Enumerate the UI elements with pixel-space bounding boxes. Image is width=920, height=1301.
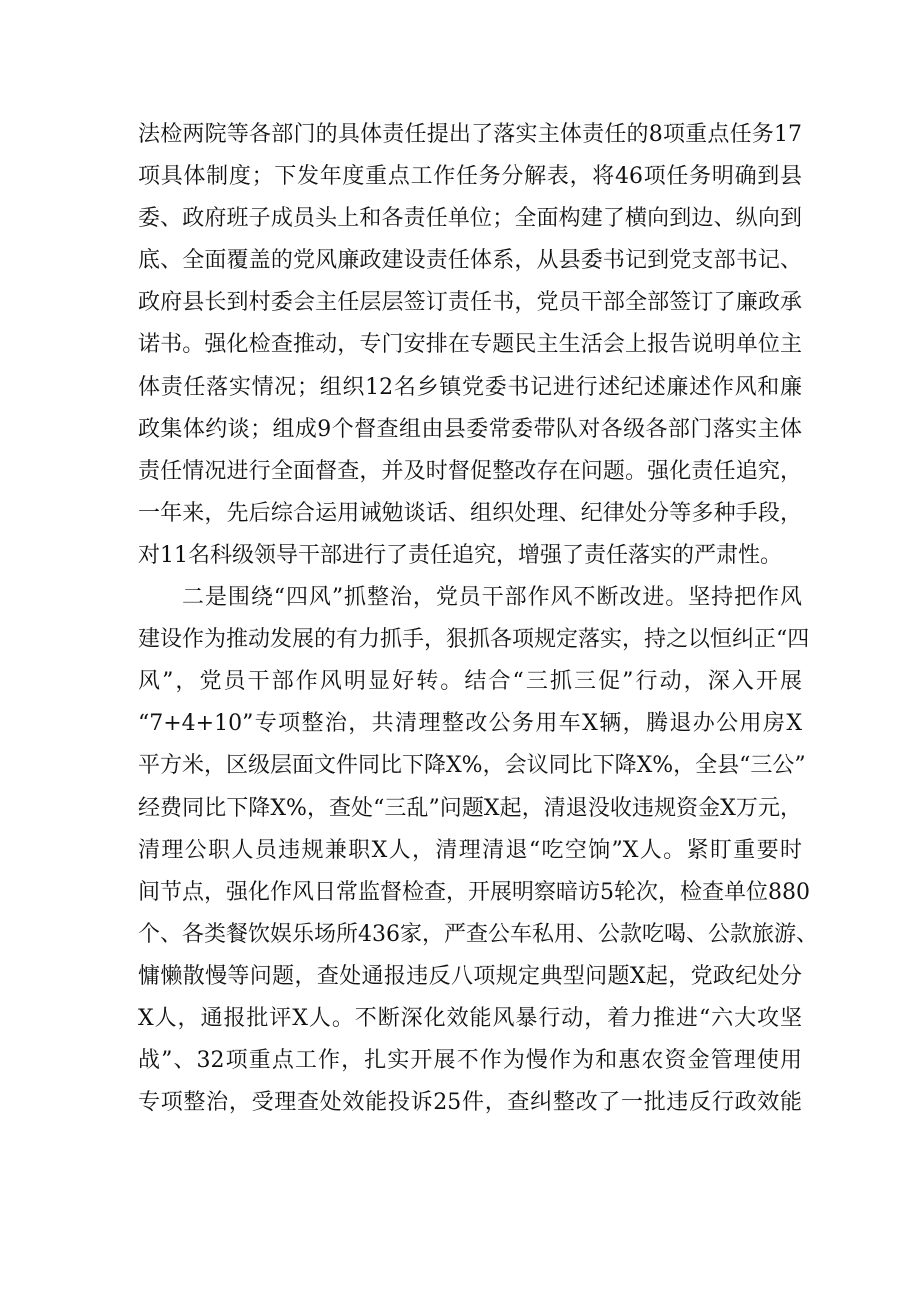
text-line: 个、各类餐饮娱乐场所436家，严查公车私用、公款吃喝、公款旅游、 xyxy=(138,921,818,947)
text-line: 间节点，强化作风日常监督检查，开展明察暗访5轮次，检查单位880 xyxy=(138,879,810,905)
text-line: 风”，党员干部作风明显好转。结合“三抓三促”行动，深入开展 xyxy=(138,669,802,695)
text-line: 平方米，区级层面文件同比下降X%，会议同比下降X%，全县“三公” xyxy=(138,753,806,779)
text-line: 一年来，先后综合运用诫勉谈话、组织处理、纪律处分等多种手段， xyxy=(138,500,802,526)
paragraph-1 xyxy=(138,114,802,577)
text-line: 底、全面覆盖的党风廉政建设责任体系，从县委书记到党支部书记、 xyxy=(138,248,802,274)
text-line: 委、政府班子成员头上和各责任单位；全面构建了横向到边、纵向到 xyxy=(138,206,802,232)
text-line: 经费同比下降X%，查处“三乱”问题X起，清退没收违规资金X万元， xyxy=(138,795,802,821)
text-line: 清理公职人员违规兼职X人，清理清退“吃空饷”X人。紧盯重要时 xyxy=(138,837,802,863)
text-line: 诺书。强化检查推动，专门安排在专题民主生活会上报告说明单位主 xyxy=(138,332,802,358)
text-line: 建设作为推动发展的有力抓手，狠抓各项规定落实，持之以恒纠正“四 xyxy=(138,627,810,653)
text-line: 责任情况进行全面督查，并及时督促整改存在问题。强化责任追究， xyxy=(138,458,802,484)
paragraph-2 xyxy=(138,577,818,1124)
text-line: “7+4+10”专项整治，共清理整改公务用车X辆，腾退办公用房X xyxy=(138,711,802,737)
text-line: 项具体制度；下发年度重点工作任务分解表，将46项任务明确到县 xyxy=(138,164,802,190)
body-text xyxy=(138,114,818,1124)
text-line: 二是围绕“四风”抓整治，党员干部作风不断改进。坚持把作风 xyxy=(182,585,802,611)
text-line: 体责任落实情况；组织12名乡镇党委书记进行述纪述廉述作风和廉 xyxy=(138,374,802,400)
text-line: 战”、32项重点工作，扎实开展不作为慢作为和惠农资金管理使用 xyxy=(138,1048,802,1074)
text-line: 法检两院等各部门的具体责任提出了落实主体责任的8项重点任务17 xyxy=(138,122,802,147)
text-line: 政集体约谈；组成9个督查组由县委常委带队对各级各部门落实主体 xyxy=(138,416,802,442)
text-line: 对11名科级领导干部进行了责任追究，增强了责任落实的严肃性。 xyxy=(138,542,782,568)
text-line: 专项整治，受理查处效能投诉25件，查纠整改了一批违反行政效能 xyxy=(138,1090,802,1116)
text-line: 政府县长到村委会主任层层签订责任书，党员干部全部签订了廉政承 xyxy=(138,290,802,316)
text-line: X人，通报批评X人。不断深化效能风暴行动，着力推进“六大攻坚 xyxy=(138,1005,802,1031)
text-line: 慵懒散慢等问题，查处通报违反八项规定典型问题X起，党政纪处分 xyxy=(138,963,802,989)
